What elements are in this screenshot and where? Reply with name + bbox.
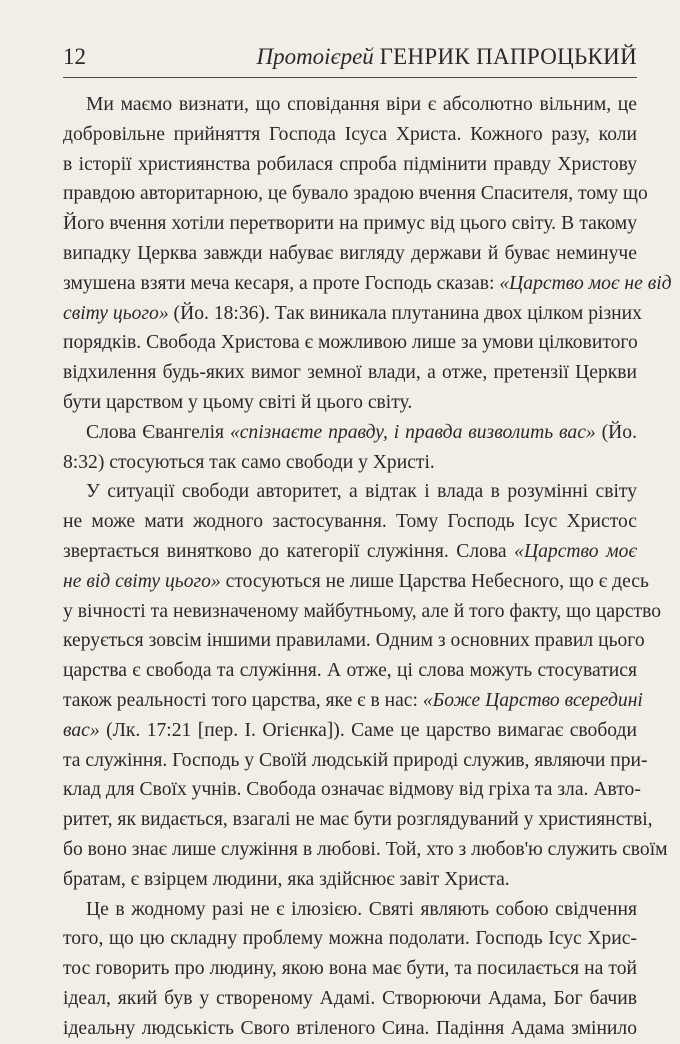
text-line: [63, 597, 662, 627]
text-run: порядків. Свобода Христова є можливою лише за умови цілковитого: [63, 332, 638, 354]
text-line: [63, 418, 637, 448]
running-head-prefix: Протоієрей: [256, 44, 374, 69]
italic-quote: «Царство моє не від: [499, 272, 672, 294]
text-line: [63, 209, 637, 239]
text-line: [63, 150, 637, 180]
paragraph: [63, 90, 672, 418]
text-line: [63, 179, 648, 209]
text-line: [63, 269, 672, 299]
text-run: (Йо.: [595, 421, 637, 443]
text-line: [63, 567, 649, 597]
text-line: [63, 448, 637, 478]
text-line: [63, 120, 637, 150]
text-line: [63, 924, 637, 954]
text-line: [63, 626, 645, 656]
text-line: [63, 477, 637, 507]
text-line: [63, 328, 637, 358]
text-line: [63, 90, 637, 120]
paragraph: [63, 477, 668, 894]
text-line: [63, 895, 637, 925]
text-run: стосуються не лише Царства Небесного, що є десь: [220, 570, 649, 592]
text-run: тос говорить про людину, якою вона має бути, та посилається на той: [63, 958, 637, 980]
text-run: випадку Церква завжди набуває вигляду держави й буває неминуче: [63, 242, 637, 264]
text-run: ритет, як видається, взагалі не має бути розглядуваний у християнстві,: [63, 809, 653, 831]
running-head-author: ГЕНРИК ПАПРОЦЬКИЙ: [379, 44, 637, 69]
text-run: у вічності та невизначеному майбутньому, але й того факту, що царство: [63, 600, 662, 622]
text-run: того, що цю складну проблему можна подолати. Господь Ісус Хрис-: [63, 928, 637, 950]
page-number: 12: [63, 44, 86, 69]
italic-quote: не від світу цього»: [63, 570, 221, 592]
text-line: [63, 775, 641, 805]
text-run: 8:32) стосуються так само свободи у Христі.: [63, 451, 435, 473]
page-header: [63, 40, 637, 76]
text-run: Слова Євангелія: [86, 421, 230, 443]
italic-quote: «спізнаєте правду, і правда визволить вас»: [229, 421, 596, 443]
text-line: [63, 656, 637, 686]
text-run: та служіння. Господь у Своїй людській природі служив, являючи при-: [63, 749, 648, 771]
text-run: клад для Своїх учнів. Свобода означає відмову від гріха та зла. Авто-: [63, 779, 641, 801]
text-line: [63, 299, 642, 329]
body-text: [63, 90, 672, 1044]
text-run: У ситуації свободи авторитет, а відтак і влада в розумінні світу: [86, 481, 637, 503]
text-line: [63, 716, 637, 746]
italic-quote: «Боже Царство всередині: [422, 689, 643, 711]
text-run: Ми маємо визнати, що сповідання віри є абсолютно вільним, це: [86, 94, 637, 115]
text-line: [63, 239, 637, 269]
text-run: (Лк. 17:21 [пер. І. Огієнка]). Саме це царство вимагає свободи: [99, 719, 637, 741]
text-run: керується зовсім іншими правилами. Одним з основних правил цього: [63, 630, 645, 652]
text-line: [63, 954, 637, 984]
text-run: бо воно знає лише служіння в любові. Той, хто з любов'ю служить своїм: [63, 838, 668, 860]
text-run: ідеальну людськість Свого втіленого Сина. Падіння Адама змінило: [63, 1017, 637, 1039]
text-line: [63, 507, 637, 537]
text-run: також реальності того царства, яке є в нас:: [63, 689, 423, 711]
text-run: змушена взяти меча кесаря, а проте Господь сказав:: [63, 272, 500, 294]
text-run: добровільне прийняття Господа Ісуса Христа. Кожного разу, коли: [63, 123, 637, 145]
text-run: в історії християнства робилася спроба підмінити правду Христову: [63, 153, 637, 175]
text-run: Його вчення хотіли перетворити на примус від цього світу. В такому: [63, 213, 637, 235]
header-rule: [63, 77, 637, 78]
italic-quote: світу цього»: [63, 302, 169, 324]
text-line: [63, 865, 637, 895]
text-run: правдою авторитарною, це бувало зрадою вчення Спасителя, тому що: [63, 183, 648, 205]
text-line: [63, 686, 643, 716]
text-run: відхилення будь-яких вимог земної влади, а отже, претензії Церкви: [63, 362, 637, 384]
running-head: [256, 44, 637, 70]
text-line: [63, 805, 653, 835]
text-line: [63, 358, 637, 388]
paragraph: [63, 418, 637, 478]
text-line: [63, 984, 637, 1014]
text-run: бути царством у цьому світі й цього світу.: [63, 391, 413, 413]
text-run: не може мати жодного застосування. Тому Господь Ісус Христос: [63, 511, 637, 533]
text-line: [63, 746, 648, 776]
italic-quote: «Царство моє: [514, 540, 637, 562]
text-run: звертається винятково до категорії служіння. Слова: [63, 540, 515, 562]
paragraph: [63, 895, 637, 1044]
text-run: Це в жодному разі не є ілюзією. Святі являють собою свідчення: [86, 898, 637, 920]
text-line: [63, 1014, 637, 1044]
text-run: братам, є взірцем людини, яка здійснює завіт Христа.: [63, 868, 510, 890]
italic-quote: вас»: [63, 719, 100, 741]
text-run: царства є свобода та служіння. А отже, ці слова можуть стосуватися: [63, 660, 637, 682]
text-run: ідеал, який був у створеному Адамі. Створюючи Адама, Бог бачив: [63, 987, 637, 1009]
text-line: [63, 537, 637, 567]
text-line: [63, 388, 637, 418]
text-line: [63, 835, 668, 865]
text-run: (Йо. 18:36). Так виникала плутанина двох цілком різних: [168, 302, 642, 324]
